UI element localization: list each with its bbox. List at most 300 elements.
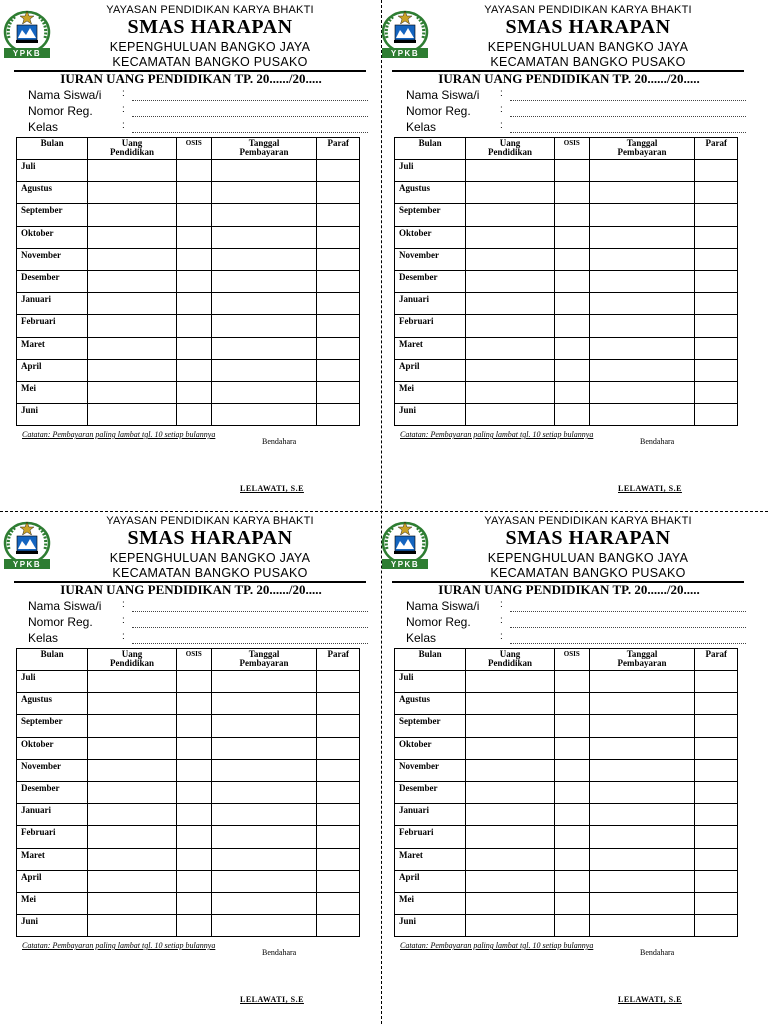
tuition-cell[interactable]	[466, 182, 555, 204]
form-title: IURAN UANG PENDIDIKAN TP. 20....../20.....	[438, 582, 700, 597]
table-row	[395, 381, 738, 403]
class-field[interactable]	[406, 631, 746, 647]
month-cell: Januari	[395, 293, 466, 315]
tuition-cell[interactable]	[466, 848, 555, 870]
tuition-cell[interactable]	[466, 404, 555, 426]
district-name: KECAMATAN BANGKO PUSAKO	[112, 566, 308, 580]
payment-date-cell[interactable]	[589, 315, 695, 337]
signature-cell[interactable]	[317, 671, 360, 693]
osis-cell[interactable]	[176, 160, 211, 182]
signature-cell[interactable]	[317, 182, 360, 204]
payment-date-cell[interactable]	[589, 337, 695, 359]
payment-date-cell[interactable]	[211, 182, 317, 204]
tuition-cell[interactable]	[466, 715, 555, 737]
board-name: KEPENGHULUAN BANGKO JAYA	[487, 40, 689, 54]
osis-cell[interactable]	[554, 404, 589, 426]
osis-cell[interactable]	[176, 781, 211, 803]
signature-cell[interactable]	[695, 848, 738, 870]
table-row	[395, 804, 738, 826]
payment-date-cell[interactable]	[211, 848, 317, 870]
tuition-cell[interactable]	[88, 248, 177, 270]
osis-cell[interactable]	[554, 870, 589, 892]
payment-table	[394, 137, 738, 426]
signature-cell[interactable]	[317, 248, 360, 270]
payment-date-cell[interactable]	[211, 737, 317, 759]
logo-text: YPKB	[390, 560, 420, 569]
treasurer-title: Bendahara	[640, 948, 675, 957]
osis-cell[interactable]	[176, 715, 211, 737]
signature-cell[interactable]	[695, 337, 738, 359]
header-osis: OSIS	[176, 649, 211, 671]
board-name: KEPENGHULUAN BANGKO JAYA	[109, 551, 311, 565]
payment-date-cell[interactable]	[589, 737, 695, 759]
signature-cell[interactable]	[695, 781, 738, 803]
student-name-field[interactable]	[28, 88, 368, 104]
tuition-cell[interactable]	[88, 693, 177, 715]
osis-cell[interactable]	[176, 915, 211, 937]
table-row	[17, 381, 360, 403]
payment-table	[394, 648, 738, 937]
osis-cell[interactable]	[176, 359, 211, 381]
osis-cell[interactable]	[176, 693, 211, 715]
signature-cell[interactable]	[317, 270, 360, 292]
month-cell: November	[17, 248, 88, 270]
osis-cell[interactable]	[176, 270, 211, 292]
payment-date-cell[interactable]	[211, 870, 317, 892]
signature-cell[interactable]	[317, 293, 360, 315]
osis-cell[interactable]	[176, 315, 211, 337]
signature-cell[interactable]	[695, 160, 738, 182]
payment-date-cell[interactable]	[211, 715, 317, 737]
signature-cell[interactable]	[317, 226, 360, 248]
header-payment-date: Tanggal Pembayaran	[589, 649, 695, 671]
osis-cell[interactable]	[176, 671, 211, 693]
payment-date-cell[interactable]	[211, 204, 317, 226]
table-header-row	[17, 138, 360, 160]
tuition-cell[interactable]	[88, 359, 177, 381]
tuition-cell[interactable]	[88, 759, 177, 781]
tuition-cell[interactable]	[88, 892, 177, 914]
table-row	[395, 270, 738, 292]
month-cell: Maret	[395, 848, 466, 870]
signature-cell[interactable]	[695, 226, 738, 248]
treasurer-name: LELAWATI, S.E	[618, 484, 682, 493]
osis-cell[interactable]	[176, 182, 211, 204]
tuition-cell[interactable]	[88, 160, 177, 182]
treasurer-name: LELAWATI, S.E	[618, 995, 682, 1004]
signature-cell[interactable]	[317, 848, 360, 870]
table-header-row	[395, 649, 738, 671]
signature-cell[interactable]	[695, 759, 738, 781]
tuition-cell[interactable]	[88, 226, 177, 248]
tuition-cell[interactable]	[466, 359, 555, 381]
signature-cell[interactable]	[695, 182, 738, 204]
table-row	[17, 293, 360, 315]
tuition-cell[interactable]	[88, 826, 177, 848]
payment-date-cell[interactable]	[589, 915, 695, 937]
payment-date-cell[interactable]	[589, 404, 695, 426]
signature-cell[interactable]	[695, 248, 738, 270]
field-label: Nomor Reg.	[406, 615, 471, 629]
table-row	[17, 248, 360, 270]
class-field[interactable]	[406, 120, 746, 136]
tuition-cell[interactable]	[466, 826, 555, 848]
osis-cell[interactable]	[554, 759, 589, 781]
month-cell: Juni	[395, 404, 466, 426]
month-cell: Oktober	[395, 737, 466, 759]
month-cell: April	[17, 359, 88, 381]
tuition-cell[interactable]	[88, 848, 177, 870]
table-row	[395, 182, 738, 204]
signature-cell[interactable]	[317, 359, 360, 381]
signature-cell[interactable]	[695, 870, 738, 892]
payment-date-cell[interactable]	[589, 693, 695, 715]
signature-cell[interactable]	[317, 804, 360, 826]
payment-date-cell[interactable]	[211, 826, 317, 848]
tuition-cell[interactable]	[466, 160, 555, 182]
tuition-cell[interactable]	[88, 671, 177, 693]
field-label: Kelas	[28, 120, 59, 134]
field-separator: :	[500, 615, 503, 626]
dotted-fill-line	[510, 132, 746, 133]
payment-date-cell[interactable]	[589, 270, 695, 292]
payment-date-cell[interactable]	[211, 781, 317, 803]
registration-number-field[interactable]	[406, 615, 746, 631]
payment-date-cell[interactable]	[211, 804, 317, 826]
signature-cell[interactable]	[317, 693, 360, 715]
month-cell: Oktober	[17, 226, 88, 248]
payment-date-cell[interactable]	[211, 671, 317, 693]
table-row	[395, 359, 738, 381]
tuition-cell[interactable]	[88, 915, 177, 937]
osis-cell[interactable]	[176, 337, 211, 359]
tuition-cell[interactable]	[466, 337, 555, 359]
month-cell: April	[17, 870, 88, 892]
header-osis: OSIS	[176, 138, 211, 160]
month-cell: Januari	[17, 804, 88, 826]
osis-cell[interactable]	[176, 404, 211, 426]
osis-cell[interactable]	[554, 204, 589, 226]
osis-cell[interactable]	[554, 804, 589, 826]
table-row	[395, 826, 738, 848]
osis-cell[interactable]	[554, 715, 589, 737]
signature-cell[interactable]	[695, 826, 738, 848]
osis-cell[interactable]	[176, 381, 211, 403]
header-tuition: Uang Pendidikan	[466, 649, 555, 671]
signature-cell[interactable]	[317, 892, 360, 914]
month-cell: April	[395, 359, 466, 381]
signature-cell[interactable]	[695, 270, 738, 292]
osis-cell[interactable]	[554, 248, 589, 270]
osis-cell[interactable]	[176, 737, 211, 759]
header-osis: OSIS	[554, 138, 589, 160]
payment-date-cell[interactable]	[211, 404, 317, 426]
tuition-cell[interactable]	[466, 381, 555, 403]
osis-cell[interactable]	[554, 315, 589, 337]
tuition-cell[interactable]	[88, 715, 177, 737]
tuition-cell[interactable]	[88, 337, 177, 359]
table-row	[17, 804, 360, 826]
osis-cell[interactable]	[554, 892, 589, 914]
foundation-name: YAYASAN PENDIDIKAN KARYA BHAKTI	[484, 515, 692, 527]
osis-cell[interactable]	[176, 204, 211, 226]
payment-date-cell[interactable]	[589, 204, 695, 226]
osis-cell[interactable]	[554, 737, 589, 759]
month-cell: Oktober	[17, 737, 88, 759]
tuition-cell[interactable]	[88, 737, 177, 759]
signature-cell[interactable]	[317, 759, 360, 781]
tuition-cell[interactable]	[466, 870, 555, 892]
treasurer-title: Bendahara	[640, 437, 675, 446]
tuition-cell[interactable]	[466, 737, 555, 759]
tuition-cell[interactable]	[88, 270, 177, 292]
signature-cell[interactable]	[317, 337, 360, 359]
payment-date-cell[interactable]	[589, 160, 695, 182]
osis-cell[interactable]	[554, 293, 589, 315]
table-row	[395, 781, 738, 803]
osis-cell[interactable]	[176, 892, 211, 914]
osis-cell[interactable]	[176, 226, 211, 248]
tuition-cell[interactable]	[88, 204, 177, 226]
osis-cell[interactable]	[554, 160, 589, 182]
table-row	[395, 293, 738, 315]
tuition-cell[interactable]	[88, 804, 177, 826]
signature-cell[interactable]	[695, 915, 738, 937]
signature-cell[interactable]	[695, 315, 738, 337]
osis-cell[interactable]	[554, 270, 589, 292]
table-row	[395, 693, 738, 715]
tuition-cell[interactable]	[466, 804, 555, 826]
osis-cell[interactable]	[176, 804, 211, 826]
signature-cell[interactable]	[695, 404, 738, 426]
tuition-cell[interactable]	[88, 870, 177, 892]
signature-cell[interactable]	[317, 204, 360, 226]
tuition-cell[interactable]	[466, 226, 555, 248]
field-label: Nomor Reg.	[28, 615, 93, 629]
tuition-cell[interactable]	[466, 759, 555, 781]
month-cell: Juni	[17, 915, 88, 937]
tuition-cell[interactable]	[466, 270, 555, 292]
month-cell: Juli	[17, 160, 88, 182]
signature-cell[interactable]	[317, 160, 360, 182]
dotted-fill-line	[510, 643, 746, 644]
month-cell: Agustus	[17, 693, 88, 715]
table-row	[395, 870, 738, 892]
osis-cell[interactable]	[554, 671, 589, 693]
osis-cell[interactable]	[554, 693, 589, 715]
payment-date-cell[interactable]	[211, 337, 317, 359]
dotted-fill-line	[132, 643, 368, 644]
student-name-field[interactable]	[28, 599, 368, 615]
table-row	[17, 671, 360, 693]
tuition-cell[interactable]	[466, 315, 555, 337]
month-cell: September	[395, 204, 466, 226]
signature-cell[interactable]	[695, 204, 738, 226]
registration-number-field[interactable]	[28, 104, 368, 120]
table-header-row	[395, 138, 738, 160]
class-field[interactable]	[28, 631, 368, 647]
field-separator: :	[500, 104, 503, 115]
payment-date-cell[interactable]	[589, 293, 695, 315]
payment-date-cell[interactable]	[589, 359, 695, 381]
payment-date-cell[interactable]	[211, 293, 317, 315]
signature-cell[interactable]	[695, 804, 738, 826]
table-row	[17, 737, 360, 759]
month-cell: September	[17, 204, 88, 226]
payment-date-cell[interactable]	[589, 870, 695, 892]
payment-date-cell[interactable]	[589, 248, 695, 270]
school-logo	[2, 519, 52, 571]
payment-note: Catatan: Pembayaran paling lambat tgl. 10 setiap bulannya	[22, 430, 216, 439]
signature-cell[interactable]	[695, 671, 738, 693]
form-title: IURAN UANG PENDIDIKAN TP. 20....../20.....	[60, 71, 322, 86]
signature-cell[interactable]	[695, 693, 738, 715]
dotted-fill-line	[132, 100, 368, 101]
foundation-name: YAYASAN PENDIDIKAN KARYA BHAKTI	[484, 4, 692, 16]
osis-cell[interactable]	[554, 226, 589, 248]
osis-cell[interactable]	[554, 182, 589, 204]
month-cell: Agustus	[17, 182, 88, 204]
payment-date-cell[interactable]	[589, 759, 695, 781]
tuition-cell[interactable]	[466, 671, 555, 693]
payment-date-cell[interactable]	[211, 693, 317, 715]
month-cell: Desember	[395, 781, 466, 803]
fee-card	[378, 511, 738, 1011]
table-row	[395, 715, 738, 737]
signature-cell[interactable]	[317, 737, 360, 759]
tuition-cell[interactable]	[466, 915, 555, 937]
student-name-field[interactable]	[406, 599, 746, 615]
signature-cell[interactable]	[317, 915, 360, 937]
tuition-cell[interactable]	[88, 293, 177, 315]
month-cell: Desember	[395, 270, 466, 292]
payment-date-cell[interactable]	[211, 915, 317, 937]
payment-date-cell[interactable]	[211, 270, 317, 292]
payment-date-cell[interactable]	[211, 759, 317, 781]
payment-date-cell[interactable]	[211, 248, 317, 270]
signature-cell[interactable]	[317, 404, 360, 426]
payment-date-cell[interactable]	[211, 359, 317, 381]
month-cell: Maret	[17, 848, 88, 870]
month-cell: Maret	[395, 337, 466, 359]
table-row	[395, 337, 738, 359]
tuition-cell[interactable]	[466, 693, 555, 715]
osis-cell[interactable]	[554, 381, 589, 403]
tuition-cell[interactable]	[466, 204, 555, 226]
signature-cell[interactable]	[695, 381, 738, 403]
payment-date-cell[interactable]	[589, 671, 695, 693]
signature-cell[interactable]	[317, 315, 360, 337]
month-cell: Agustus	[395, 693, 466, 715]
treasurer-title: Bendahara	[262, 948, 297, 957]
signature-cell[interactable]	[317, 826, 360, 848]
header-month: Bulan	[17, 649, 88, 671]
payment-date-cell[interactable]	[589, 715, 695, 737]
board-name: KEPENGHULUAN BANGKO JAYA	[109, 40, 311, 54]
month-cell: Juli	[17, 671, 88, 693]
osis-cell[interactable]	[176, 759, 211, 781]
tuition-cell[interactable]	[88, 381, 177, 403]
registration-number-field[interactable]	[406, 104, 746, 120]
table-row	[17, 182, 360, 204]
payment-date-cell[interactable]	[589, 892, 695, 914]
table-row	[17, 870, 360, 892]
payment-date-cell[interactable]	[211, 315, 317, 337]
payment-date-cell[interactable]	[589, 781, 695, 803]
month-cell: September	[17, 715, 88, 737]
tuition-cell[interactable]	[466, 248, 555, 270]
tuition-cell[interactable]	[88, 781, 177, 803]
table-row	[17, 781, 360, 803]
table-row	[17, 337, 360, 359]
tuition-cell[interactable]	[466, 293, 555, 315]
signature-cell[interactable]	[317, 381, 360, 403]
signature-cell[interactable]	[317, 781, 360, 803]
payment-date-cell[interactable]	[589, 226, 695, 248]
table-row	[395, 915, 738, 937]
field-label: Kelas	[406, 631, 437, 645]
payment-date-cell[interactable]	[589, 182, 695, 204]
dotted-fill-line	[132, 132, 368, 133]
signature-cell[interactable]	[695, 715, 738, 737]
osis-cell[interactable]	[176, 870, 211, 892]
header-osis: OSIS	[554, 649, 589, 671]
signature-cell[interactable]	[695, 293, 738, 315]
payment-date-cell[interactable]	[589, 381, 695, 403]
student-name-field[interactable]	[406, 88, 746, 104]
fee-card	[0, 0, 360, 500]
osis-cell[interactable]	[554, 359, 589, 381]
month-cell: Januari	[17, 293, 88, 315]
osis-cell[interactable]	[176, 848, 211, 870]
payment-date-cell[interactable]	[589, 848, 695, 870]
tuition-cell[interactable]	[88, 182, 177, 204]
table-row	[17, 404, 360, 426]
signature-cell[interactable]	[695, 892, 738, 914]
osis-cell[interactable]	[176, 826, 211, 848]
treasurer-title: Bendahara	[262, 437, 297, 446]
payment-date-cell[interactable]	[211, 381, 317, 403]
osis-cell[interactable]	[176, 293, 211, 315]
osis-cell[interactable]	[554, 337, 589, 359]
signature-cell[interactable]	[317, 870, 360, 892]
dotted-fill-line	[510, 116, 746, 117]
field-label: Nama Siswa/i	[28, 599, 102, 613]
payment-date-cell[interactable]	[589, 804, 695, 826]
signature-cell[interactable]	[695, 737, 738, 759]
month-cell: November	[395, 248, 466, 270]
payment-date-cell[interactable]	[211, 892, 317, 914]
osis-cell[interactable]	[176, 248, 211, 270]
osis-cell[interactable]	[554, 915, 589, 937]
registration-number-field[interactable]	[28, 615, 368, 631]
osis-cell[interactable]	[554, 781, 589, 803]
signature-cell[interactable]	[695, 359, 738, 381]
tuition-cell[interactable]	[88, 315, 177, 337]
payment-date-cell[interactable]	[589, 826, 695, 848]
tuition-cell[interactable]	[466, 892, 555, 914]
payment-date-cell[interactable]	[211, 226, 317, 248]
osis-cell[interactable]	[554, 826, 589, 848]
tuition-cell[interactable]	[88, 404, 177, 426]
district-name: KECAMATAN BANGKO PUSAKO	[490, 55, 686, 69]
osis-cell[interactable]	[554, 848, 589, 870]
class-field[interactable]	[28, 120, 368, 136]
school-logo	[380, 519, 430, 571]
payment-date-cell[interactable]	[211, 160, 317, 182]
tuition-cell[interactable]	[466, 781, 555, 803]
signature-cell[interactable]	[317, 715, 360, 737]
